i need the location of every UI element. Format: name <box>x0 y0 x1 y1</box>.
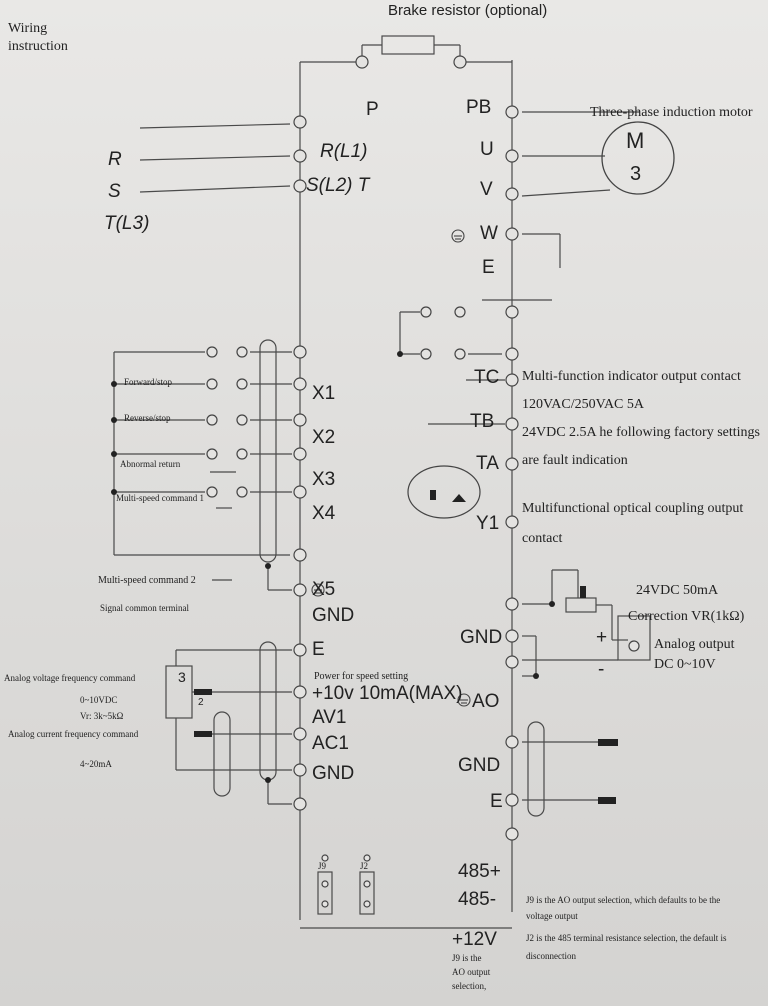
input-t-label: T(L3) <box>104 213 150 234</box>
terminal-x1-label: X1 <box>312 383 336 404</box>
comm-note-3: J2 is the 485 terminal resistance selection, the default is <box>526 933 727 943</box>
comm-note-1: J9 is the AO output selection, which defaults to be the <box>526 895 721 905</box>
opto-desc-line-2: contact <box>522 531 563 546</box>
switch-label-abnormal: Abnormal return <box>120 459 181 469</box>
analog-out-label: Analog output <box>654 637 735 652</box>
j9-short-note-2: AO output <box>452 967 491 977</box>
motor-label: Three-phase induction motor <box>590 105 753 120</box>
input-s-label: S <box>108 181 121 202</box>
terminal-p-label: P <box>366 99 379 120</box>
switch-label-forward: Forward/stop <box>124 377 172 387</box>
j9-short-note-3: selection, <box>452 981 487 991</box>
terminal-gnd-ao-label: GND <box>460 627 503 648</box>
relay-desc-line-3: 24VDC 2.5A he following factory settings <box>522 425 760 440</box>
speed-power-note: Power for speed setting <box>314 671 409 682</box>
comm-note-4: disconnection <box>526 951 576 961</box>
terminal-s-label: S(L2) T <box>306 175 370 196</box>
switch-label-multi-speed-1: Multi-speed command 1 <box>116 493 204 503</box>
pot-pin-2-label: 2 <box>198 697 204 708</box>
terminal-gnd-digital-label: GND <box>312 605 355 626</box>
relay-desc-line-2: 120VAC/250VAC 5A <box>522 397 645 412</box>
analog-out-correction: Correction VR(1kΩ) <box>628 609 745 624</box>
input-r-label: R <box>108 149 122 170</box>
diagram-title-line-2: instruction <box>8 39 68 54</box>
relay-desc-line-1: Multi-function indicator output contact <box>522 369 741 384</box>
terminal-x2-label: X2 <box>312 427 336 448</box>
brake-resistor-label: Brake resistor (optional) <box>388 2 548 19</box>
terminal-tb-label: TB <box>470 411 495 432</box>
analog-current-cmd-label: Analog current frequency command <box>8 729 139 739</box>
terminal-v-label: V <box>480 179 493 200</box>
terminal-tc-label: TC <box>474 367 500 388</box>
terminal-e-label: E <box>482 257 495 278</box>
terminal-x4-label: X4 <box>312 503 336 524</box>
analog-out-spec: 24VDC 50mA <box>636 583 719 598</box>
motor-3-label: 3 <box>630 163 642 185</box>
terminal-10v-label: +10v 10mA(MAX) <box>312 683 463 704</box>
terminal-x5-label: X5 <box>312 579 336 600</box>
analog-voltage-range: 0~10VDC <box>80 695 118 705</box>
jumper-j9-label: J9 <box>318 861 327 871</box>
terminal-gnd-ao2-label: GND <box>458 755 501 776</box>
terminal-x3-label: X3 <box>312 469 336 490</box>
j9-short-note-1: J9 is the <box>452 953 482 963</box>
terminal-e-ai-label: E <box>312 639 325 660</box>
terminal-av1-label: AV1 <box>312 707 347 728</box>
switch-label-reverse: Reverse/stop <box>124 413 171 423</box>
terminal-w-label: W <box>480 223 498 244</box>
terminal-485p-label: 485+ <box>458 861 501 882</box>
analog-out-range: DC 0~10V <box>654 657 716 672</box>
terminal-pb-label: PB <box>466 97 492 118</box>
terminal-r-label: R(L1) <box>320 141 368 162</box>
multi-speed-2-label: Multi-speed command 2 <box>98 575 196 586</box>
terminal-gnd-ai-label: GND <box>312 763 355 784</box>
terminal-ta-label: TA <box>476 453 499 474</box>
analog-voltage-cmd-label: Analog voltage frequency command <box>4 673 136 683</box>
analog-out-minus: - <box>598 659 605 680</box>
opto-desc-line-1: Multifunctional optical coupling output <box>522 501 744 516</box>
signal-common-label: Signal common terminal <box>100 603 189 613</box>
terminal-y1-label: Y1 <box>476 513 500 534</box>
terminal-u-label: U <box>480 139 494 160</box>
comm-note-2: voltage output <box>526 911 578 921</box>
terminal-ac1-label: AC1 <box>312 733 349 754</box>
terminal-ao-label: AO <box>472 691 500 712</box>
terminal-12v-label: +12V <box>452 929 497 950</box>
relay-desc-line-4: are fault indication <box>522 453 628 468</box>
terminal-485n-label: 485- <box>458 889 497 910</box>
motor-m-label: M <box>626 128 645 153</box>
analog-vr-label: Vr: 3k~5kΩ <box>80 711 124 721</box>
analog-out-plus: + <box>596 627 608 648</box>
pot-pin-3-label: 3 <box>178 669 186 685</box>
terminal-e-ao-label: E <box>490 791 503 812</box>
jumper-j2-label: J2 <box>360 861 369 871</box>
diagram-title-line-1: Wiring <box>8 21 48 36</box>
analog-current-range: 4~20mA <box>80 759 112 769</box>
